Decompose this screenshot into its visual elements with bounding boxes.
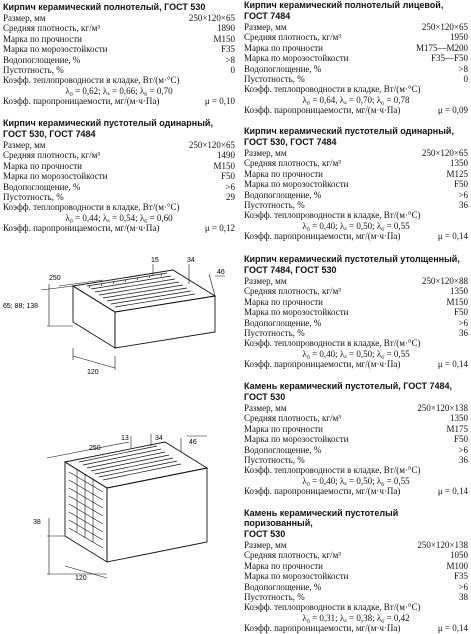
dim-label: 34 bbox=[155, 435, 163, 442]
spec-row: Средняя плотность, кг/м³ 1950 bbox=[244, 32, 468, 43]
lambda-values: λ₀ = 0,64, λₐ = 0,70; λ₆ = 0,78 bbox=[302, 94, 410, 105]
thermal-label: Коэфф. теплопроводности в кладке, Вт/(м·°С) bbox=[244, 465, 421, 476]
lambda-values: λ₀ = 0,40; λₐ = 0,50; λ₆ = 0,55 bbox=[302, 220, 410, 231]
spec-block-hollow-stone bbox=[244, 381, 468, 497]
brick-drawing-hollow bbox=[3, 256, 235, 376]
spec-row: Марка по прочности М150 bbox=[244, 296, 468, 307]
spec-row: Размер, мм 250×120×65 bbox=[244, 148, 468, 158]
dim-label: 250 bbox=[89, 445, 101, 452]
block-title: Кирпич керамический пустотелый одинарный, bbox=[244, 126, 454, 136]
dim-label: 34 bbox=[187, 257, 195, 264]
lambda-values: λ₀ = 0,62; λₐ = 0,66; λ₆ = 0,70 bbox=[65, 85, 173, 96]
dim-label: 46 bbox=[217, 269, 225, 276]
block-title: Кирпич керамический полнотелый, ГОСТ 530 bbox=[3, 2, 206, 12]
thermal-label: Коэфф. теплопроводности в кладке, Вт/(м·°С) bbox=[244, 210, 421, 221]
spec-row: Марка по прочности М100 bbox=[244, 560, 468, 571]
dim-label: 120 bbox=[87, 369, 99, 376]
spec-row: Пустотность, % 29 bbox=[3, 192, 235, 203]
spec-block-porous-stone bbox=[244, 508, 468, 634]
dim-label: 120 bbox=[75, 575, 87, 582]
lambda-values: λ₀ = 0,40; λₐ = 0,50; λ₆ = 0,55 bbox=[302, 348, 410, 359]
spec-row: Размер, мм 250×120×88 bbox=[244, 276, 468, 286]
spec-row: Пустотность, % 38 bbox=[244, 592, 468, 603]
lambda-values: λ₀ = 0,31; λₐ = 0,38; λ₆ = 0,42 bbox=[302, 612, 410, 623]
brick-drawing-svg bbox=[3, 256, 235, 376]
vapor-line: Коэфф. паропроницаемости, мг/(м·ч·Па) μ = 0,14 bbox=[244, 486, 468, 497]
dim-label: 250 bbox=[49, 275, 61, 282]
dim-label: 38 bbox=[33, 519, 41, 526]
spec-block-thickened-brick bbox=[244, 254, 468, 370]
stone-drawing-svg bbox=[3, 432, 235, 582]
vapor-line: Коэфф. паропроницаемости, мг/(м·ч·Па) μ = 0,09 bbox=[244, 105, 468, 116]
spec-row: Пустотность, % 36 bbox=[244, 328, 468, 339]
dim-label: 15 bbox=[151, 257, 159, 264]
spec-row: Водопоглощение, % >6 bbox=[244, 189, 468, 200]
spec-row: Марка по морозостойкости F50 bbox=[244, 179, 468, 190]
spec-row: Марка по морозостойкости F50 bbox=[3, 171, 235, 182]
vapor-line: Коэфф. паропроницаемости, мг/(м·ч·Па) μ = 0,10 bbox=[3, 96, 235, 107]
thermal-label: Коэфф. теплопроводности в кладке, Вт/(м·°С) bbox=[244, 338, 421, 349]
dim-label: 65; 88; 138 bbox=[3, 303, 39, 310]
spec-row: Марка по морозостойкости F35 bbox=[244, 571, 468, 582]
spec-row: Пустотность, % 36 bbox=[244, 455, 468, 466]
block-title: Кирпич керамический пустотелый утолщенный, bbox=[244, 254, 460, 264]
spec-row: Марка по прочности М125 bbox=[244, 168, 468, 179]
spec-block-hollow-brick-2 bbox=[244, 126, 468, 242]
block-title: Камень керамический пустотелый, ГОСТ 7484, bbox=[244, 381, 453, 391]
spec-row: Марка по прочности М150 bbox=[3, 160, 235, 171]
spec-row: Пустотность, % 0 bbox=[244, 74, 468, 85]
block-title-line2: ГОСТ 530 bbox=[244, 392, 286, 402]
thermal-label: Коэфф. теплопроводности в кладке, Вт/(м·°С) bbox=[3, 202, 180, 213]
spec-block-hollow-brick bbox=[3, 118, 235, 234]
thermal-label: Коэфф. теплопроводности в кладке, Вт/(м·°С) bbox=[244, 84, 421, 95]
block-title-line2: ГОСТ 530, ГОСТ 7484 bbox=[3, 129, 96, 139]
spec-row: Пустотность, % 36 bbox=[244, 200, 468, 211]
thermal-label: Коэфф. теплопроводности в кладке, Вт/(м·°С) bbox=[244, 602, 421, 613]
spec-row: Водопоглощение, % >6 bbox=[3, 181, 235, 192]
spec-row: Марка по морозостойкости F35 bbox=[3, 44, 235, 55]
block-title: Камень керамический пустотелый поризованный, bbox=[244, 508, 399, 528]
spec-row: Марка по прочности М150 bbox=[3, 33, 235, 44]
spec-row: Водопоглощение, % >8 bbox=[244, 63, 468, 74]
spec-row: Средняя плотность, кг/м³ 1050 bbox=[244, 550, 468, 561]
spec-row: Средняя плотность, кг/м³ 1490 bbox=[3, 150, 235, 161]
lambda-values: λ₀ = 0,44; λₐ = 0,54; λ₆ = 0,60 bbox=[65, 212, 173, 223]
dim-label: 46 bbox=[189, 439, 197, 446]
spec-row: Средняя плотность, кг/м³ 1350 bbox=[244, 286, 468, 297]
lambda-values: λ₀ = 0,40; λₐ = 0,50; λ₆ = 0,55 bbox=[302, 475, 410, 486]
vapor-line: Коэфф. паропроницаемости, мг/(м·ч·Па) μ = 0,14 bbox=[244, 623, 468, 634]
spec-row: Размер, мм 250×120×138 bbox=[244, 403, 468, 413]
vapor-line: Коэфф. паропроницаемости, мг/(м·ч·Па) μ = 0,14 bbox=[244, 359, 468, 370]
spec-row: Водопоглощение, % >6 bbox=[244, 317, 468, 328]
stone-drawing-hollow bbox=[3, 432, 235, 582]
block-title-line2: ГОСТ 7484, ГОСТ 530 bbox=[244, 265, 337, 275]
spec-row: Размер, мм 250×120×65 bbox=[3, 140, 235, 150]
spec-block-solid-brick bbox=[3, 2, 235, 107]
spec-row: Размер, мм 250×120×138 bbox=[244, 540, 468, 550]
spec-row: Размер, мм 250×120×65 bbox=[3, 13, 235, 23]
spec-row: Водопоглощение, % >6 bbox=[244, 581, 468, 592]
spec-row: Марка по прочности М175—М200 bbox=[244, 42, 468, 53]
spec-row: Марка по морозостойкости F50 bbox=[244, 307, 468, 318]
thermal-label: Коэфф. теплопроводности в кладке, Вт/(м·°С) bbox=[3, 75, 180, 86]
spec-block-facing-brick bbox=[244, 0, 468, 116]
vapor-line: Коэфф. паропроницаемости, мг/(м·ч·Па) μ = 0,14 bbox=[244, 231, 468, 242]
block-title-line2: ГОСТ 7484 bbox=[244, 11, 291, 21]
spec-row: Водопоглощение, % >8 bbox=[3, 54, 235, 65]
spec-row: Средняя плотность, кг/м³ 1350 bbox=[244, 413, 468, 424]
vapor-line: Коэфф. паропроницаемости, мг/(м·ч·Па) μ = 0,12 bbox=[3, 223, 235, 234]
spec-row: Марка по морозостойкости F35—F50 bbox=[244, 53, 468, 64]
block-title-line2: ГОСТ 530, ГОСТ 7484 bbox=[244, 137, 337, 147]
dim-label: 13 bbox=[121, 435, 129, 442]
block-title-line2: ГОСТ 530 bbox=[244, 529, 286, 539]
spec-row: Марка по прочности М175 bbox=[244, 423, 468, 434]
spec-row: Водопоглощение, % >6 bbox=[244, 444, 468, 455]
spec-row: Пустотность, % 0 bbox=[3, 65, 235, 76]
block-title: Кирпич керамический полнотелый лицевой, bbox=[244, 0, 444, 10]
block-title: Кирпич керамический пустотелый одинарный, bbox=[3, 118, 213, 128]
spec-row: Марка по морозостойкости F50 bbox=[244, 434, 468, 445]
spec-row: Средняя плотность, кг/м³ 1890 bbox=[3, 23, 235, 34]
spec-row: Средняя плотность, кг/м³ 1350 bbox=[244, 158, 468, 169]
spec-row: Размер, мм 250×120×65 bbox=[244, 22, 468, 32]
